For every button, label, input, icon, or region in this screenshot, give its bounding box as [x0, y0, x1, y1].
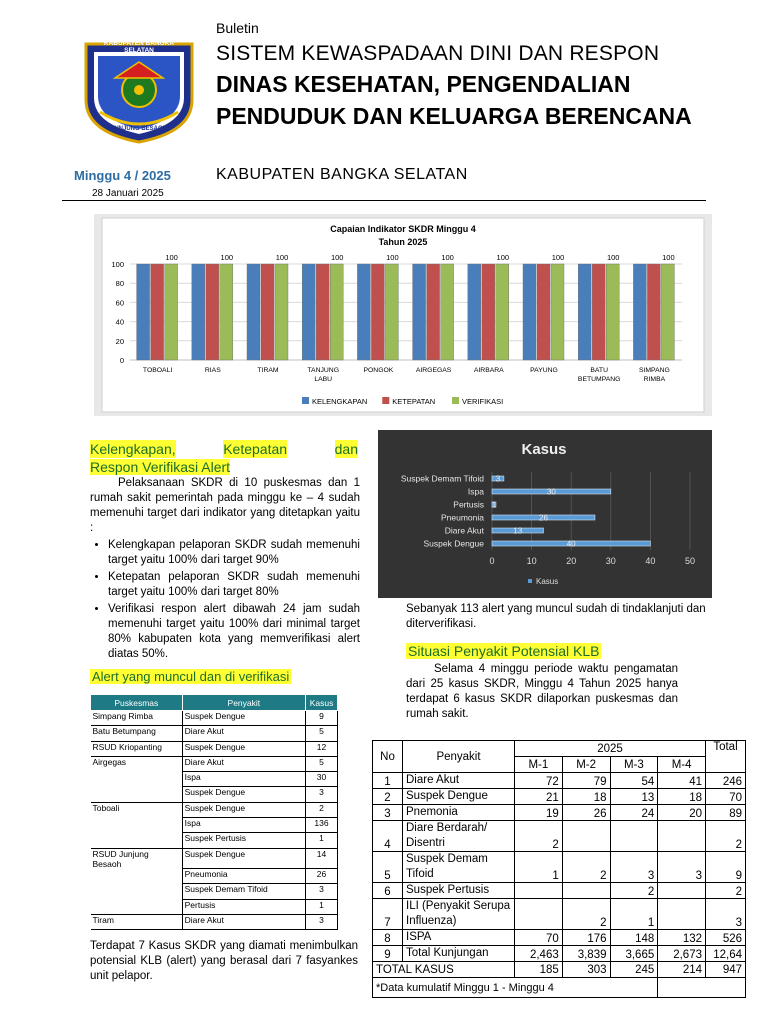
klb-penyakit: Suspek Dengue — [403, 789, 515, 805]
chart1-legend-label: VERIFIKASI — [462, 397, 504, 406]
chart1-data-label: 100 — [441, 253, 454, 262]
alert-kasus: 26 — [306, 869, 338, 884]
klb-total: 70 — [706, 789, 746, 805]
alert-kasus: 12 — [306, 741, 338, 756]
alert-row — [91, 818, 338, 833]
klb-week-value: 3 — [610, 852, 658, 883]
bullet-verifikasi: • Verifikasi respon alert dibawah 24 jam sudah memenuhi target yaitu 100% dari minimal target 80% kabupaten kota yang memverifikasi alert diatas 50%. — [108, 602, 360, 662]
chart2-legend-label: Kasus — [536, 577, 559, 586]
chart2-xtick: 50 — [684, 556, 696, 566]
chart2-legend-swatch — [528, 579, 532, 583]
alert-kasus: 2 — [306, 802, 338, 817]
chart1-ytick: 100 — [111, 260, 124, 269]
klb-no: 9 — [373, 946, 403, 962]
chart1-ytick: 40 — [115, 317, 124, 327]
alert-row — [91, 899, 338, 914]
klb-paragraph: Selama 4 minggu periode waktu pengamatan dari 25 kasus SKDR, Minggu 4 Tahun 2025 hanya terdapat 6 kasus SKDR dilaporkan puskesmas dan rumah sakit. — [406, 663, 678, 720]
chart1-data-label: 100 — [662, 253, 675, 262]
section-kelengkapan-body — [90, 476, 360, 664]
alert-kasus: 30 — [306, 772, 338, 787]
chart2-xtick: 30 — [605, 556, 616, 566]
chart1-legend-swatch — [302, 397, 309, 404]
klb-total: 9 — [706, 852, 746, 883]
klb-week-value: 3,839 — [562, 946, 610, 962]
klb-note: *Data kumulatif Minggu 1 - Minggu 4 — [373, 978, 658, 998]
buletin-label: Buletin — [216, 20, 259, 36]
klb-week-value — [658, 899, 706, 930]
chart1-bar-verifikasi — [275, 264, 288, 360]
chart1-data-label: 100 — [330, 253, 344, 262]
logo-motto: JUNJUNG BESAOH — [110, 126, 167, 132]
chart1-title-line2: Tahun 2025 — [378, 237, 428, 247]
alert-penyakit: Pertusis — [182, 899, 305, 914]
alert-summary-text: Terdapat 7 Kasus SKDR yang diamati menimbulkan potensial KLB (alert) yang berasal dari 7 fasyankes unit pelapor. — [90, 940, 358, 982]
chart1-bar-kelengkapan — [523, 264, 536, 360]
alert-puskesmas — [91, 899, 183, 914]
klb-no: 4 — [373, 821, 403, 852]
chart2-xtick: 0 — [489, 556, 495, 566]
chart1-bar-kelengkapan — [633, 264, 646, 360]
alert-row — [91, 787, 338, 802]
klb-penyakit: Total Kunjungan — [403, 946, 515, 962]
verification-text: Sebanyak 113 alert yang muncul sudah di tindaklanjuti dan diterverifikasi. — [406, 603, 706, 630]
klb-week-value: 132 — [658, 930, 706, 946]
chart1-bar-ketepatan — [482, 264, 495, 360]
klb-no: 5 — [373, 852, 403, 883]
section-klb-title: Situasi Penyakit Potensial KLB — [408, 643, 600, 659]
chart1-ytick: 60 — [115, 298, 124, 308]
klb-week-value: 2,463 — [515, 946, 563, 962]
chart1-bar-ketepatan — [647, 264, 660, 360]
chart1-category-label: AIRBARA — [473, 367, 504, 374]
klb-penyakit: Diare Akut — [403, 773, 515, 789]
alert-puskesmas — [91, 884, 183, 899]
klb-week-value: 20 — [658, 805, 706, 821]
chart2-value-label: 40 — [566, 539, 576, 549]
chart1-bar-verifikasi — [165, 264, 178, 360]
chart1-category-label: SIMPANG — [638, 367, 670, 374]
alert-penyakit: Suspek Pertusis — [182, 833, 305, 848]
col-total: Total — [706, 741, 746, 773]
klb-week-value: 2 — [562, 899, 610, 930]
alert-row — [91, 711, 338, 726]
chart1-legend-label: KETEPATAN — [392, 397, 436, 406]
chart1-bar-kelengkapan — [137, 264, 150, 360]
chart2-xtick: 20 — [566, 556, 577, 566]
alert-penyakit: Diare Akut — [182, 756, 305, 771]
week-label: Minggu 4 / 2025 — [74, 168, 171, 183]
klb-week-value: 1 — [515, 852, 563, 883]
chart2-value-label: 26 — [539, 513, 548, 523]
klb-row — [373, 773, 746, 789]
title-word-2: Ketepatan — [223, 441, 288, 457]
chart2-category-label: Pertusis — [453, 499, 484, 510]
section-alert-title: Alert yang muncul dan di verifikasi — [92, 669, 290, 684]
chart1-bar-ketepatan — [206, 264, 219, 360]
klb-total-week: 214 — [658, 962, 706, 978]
chart1-bar-kelengkapan — [413, 264, 426, 360]
klb-penyakit: ISPA — [403, 930, 515, 946]
klb-total-week: 303 — [562, 962, 610, 978]
alert-row — [91, 756, 338, 771]
alert-puskesmas — [91, 787, 183, 802]
alert-row — [91, 802, 338, 817]
alert-penyakit: Suspek Demam Tifoid — [182, 884, 305, 899]
klb-week-value: 2 — [562, 852, 610, 883]
chart1-category-label: PAYUNG — [530, 367, 558, 374]
klb-week-value: 2 — [515, 821, 563, 852]
col-m1: M-1 — [515, 757, 563, 773]
klb-total-row — [373, 962, 746, 978]
chart1-data-label: 100 — [606, 253, 620, 262]
alert-kasus: 3 — [306, 915, 338, 930]
chart2-title: Kasus — [521, 441, 567, 458]
chart2-category-label: Suspek Dengue — [423, 538, 484, 549]
alert-penyakit: Suspek Dengue — [182, 848, 305, 869]
header-title-line2: DINAS KESEHATAN, PENGENDALIAN PENDUDUK DAN KELUARGA BERENCANA — [216, 71, 692, 129]
klb-penyakit: Suspek Pertusis — [403, 883, 515, 899]
col-penyakit-klb: Penyakit — [403, 741, 515, 773]
alert-kasus: 1 — [306, 899, 338, 914]
header-divider — [62, 200, 706, 201]
klb-penyakit: Pnemonia — [403, 805, 515, 821]
chart2-value-label: 30 — [546, 487, 556, 497]
chart1-bar-kelengkapan — [247, 264, 260, 360]
klb-week-value: 26 — [562, 805, 610, 821]
klb-total: 2 — [706, 883, 746, 899]
chart1-title-line1: Capaian Indikator SKDR Minggu 4 — [330, 224, 476, 234]
chart1-ytick: 0 — [119, 356, 124, 365]
bullet-kelengkapan: • Kelengkapan pelaporan SKDR sudah memenuhi target yaitu 100% dari target 90% — [108, 538, 360, 568]
klb-week-value: 2,673 — [658, 946, 706, 962]
chart1-bar-kelengkapan — [357, 264, 370, 360]
chart2-category-label: Suspek Demam Tifoid — [400, 473, 484, 484]
klb-row — [373, 930, 746, 946]
klb-total: 89 — [706, 805, 746, 821]
klb-row — [373, 805, 746, 821]
alert-table-header — [91, 695, 338, 711]
chart1-data-label: 100 — [496, 253, 510, 262]
alert-penyakit: Ispa — [182, 818, 305, 833]
chart1-data-label: 100 — [551, 253, 565, 262]
chart1-category-label: AIRGEGAS — [415, 367, 452, 374]
klb-total-week: 185 — [515, 962, 563, 978]
klb-week-value: 19 — [515, 805, 563, 821]
chart1-bar-ketepatan — [427, 264, 440, 360]
klb-no: 7 — [373, 899, 403, 930]
chart2-xtick: 40 — [645, 556, 656, 566]
chart1-category-label: TANJUNG — [307, 367, 339, 374]
col-m2: M-2 — [562, 757, 610, 773]
chart1-data-label: 100 — [275, 253, 289, 262]
alert-row — [91, 772, 338, 787]
alert-penyakit: Suspek Dengue — [182, 711, 305, 726]
klb-week-value: 13 — [610, 789, 658, 805]
chart1-bar-kelengkapan — [302, 264, 315, 360]
logo-top-text: KABUPATEN BANGKA SELATAN — [103, 40, 175, 54]
chart1-category-label: RIMBA — [643, 376, 666, 383]
col-year: 2025 — [515, 741, 706, 757]
chart2-value-label: 13 — [513, 526, 523, 536]
alert-penyakit: Diare Akut — [182, 915, 305, 930]
col-puskesmas: Puskesmas — [91, 695, 183, 711]
alert-kasus: 3 — [306, 787, 338, 802]
alert-kasus: 14 — [306, 848, 338, 869]
klb-no: 6 — [373, 883, 403, 899]
alert-kasus: 9 — [306, 711, 338, 726]
chart2-value-label: 1 — [491, 500, 497, 510]
chart1-bar-verifikasi — [661, 264, 674, 360]
chart2-category-label: Diare Akut — [444, 525, 484, 536]
klb-week-value: 41 — [658, 773, 706, 789]
alert-penyakit: Ispa — [182, 772, 305, 787]
chart1-legend-swatch — [382, 397, 389, 404]
chart1-bar-ketepatan — [316, 264, 329, 360]
chart1-bar-verifikasi — [385, 264, 398, 360]
chart1-category-label: BATU — [590, 367, 609, 374]
skdr-indicator-chart-svg — [94, 214, 712, 416]
alert-puskesmas — [91, 869, 183, 884]
kasus-chart-svg — [378, 430, 712, 598]
chart1-data-label: 100 — [220, 253, 234, 262]
alert-kasus: 5 — [306, 726, 338, 741]
chart1-bar-verifikasi — [551, 264, 564, 360]
header-title-line1: SISTEM KEWASPADAAN DINI DAN RESPON — [216, 42, 660, 65]
alert-puskesmas — [91, 833, 183, 848]
klb-row — [373, 821, 746, 852]
alert-row — [91, 726, 338, 741]
chart1-category-label: LABU — [314, 376, 333, 383]
col-m3: M-3 — [610, 757, 658, 773]
alert-row — [91, 915, 338, 930]
alert-puskesmas: RSUD Junjung Besaoh — [92, 848, 149, 869]
alert-puskesmas — [91, 772, 183, 787]
klb-week-value: 2 — [610, 883, 658, 899]
klb-week-value: 148 — [610, 930, 658, 946]
klb-penyakit: ILI (Penyakit Serupa Influenza) — [403, 899, 515, 930]
alert-kasus: 3 — [306, 884, 338, 899]
klb-week-value: 18 — [658, 789, 706, 805]
klb-week-value: 3,665 — [610, 946, 658, 962]
alert-puskesmas — [91, 818, 183, 833]
klb-penyakit: Suspek Demam Tifoid — [403, 852, 515, 883]
alert-penyakit: Suspek Dengue — [182, 787, 305, 802]
klb-row — [373, 789, 746, 805]
alert-table — [90, 694, 338, 930]
alert-row — [91, 869, 338, 884]
col-kasus: Kasus — [306, 695, 338, 711]
chart2-xtick: 10 — [526, 556, 537, 566]
chart1-bar-ketepatan — [592, 264, 605, 360]
klb-week-value: 54 — [610, 773, 658, 789]
klb-week-value: 24 — [610, 805, 658, 821]
chart2-value-label: 3 — [495, 474, 501, 484]
chart1-category-label: PONGOK — [363, 367, 394, 374]
klb-week-value — [610, 821, 658, 852]
chart1-category-label: RIAS — [204, 367, 221, 374]
alert-penyakit: Diare Akut — [182, 726, 305, 741]
chart1-bar-ketepatan — [371, 264, 384, 360]
kelengkapan-bullets — [108, 538, 360, 662]
klb-penyakit: Diare Berdarah/ Disentri — [403, 821, 515, 852]
alert-penyakit: Suspek Dengue — [182, 802, 305, 817]
chart1-data-label: 100 — [165, 253, 178, 262]
chart1-ytick: 80 — [115, 279, 124, 289]
alert-row — [91, 884, 338, 899]
chart1-bar-verifikasi — [606, 264, 619, 360]
klb-grand-total: 947 — [706, 962, 746, 978]
chart1-bar-verifikasi — [496, 264, 509, 360]
kasus-chart — [378, 430, 712, 598]
kabupaten-label: KABUPATEN BANGKA SELATAN — [216, 166, 468, 183]
chart1-data-label: 100 — [386, 253, 399, 262]
klb-week-value: 72 — [515, 773, 563, 789]
chart1-legend-label: KELENGKAPAN — [312, 397, 368, 406]
klb-week-value: 1 — [610, 899, 658, 930]
klb-row — [373, 852, 746, 883]
klb-week-value: 21 — [515, 789, 563, 805]
title-word-1: Kelengkapan, — [90, 441, 176, 457]
klb-week-value: 3 — [658, 852, 706, 883]
col-no: No — [373, 741, 403, 773]
alert-puskesmas: Simpang Rimba — [91, 711, 183, 726]
chart1-bar-ketepatan — [537, 264, 550, 360]
date-label: 28 Januari 2025 — [92, 188, 164, 199]
klb-week-value — [562, 821, 610, 852]
chart2-category-label: Ispa — [467, 486, 484, 497]
klb-total-label: TOTAL KASUS — [373, 962, 515, 978]
klb-week-value — [658, 821, 706, 852]
skdr-indicator-chart — [94, 214, 712, 416]
chart1-bar-kelengkapan — [192, 264, 205, 360]
alert-kasus: 1 — [306, 833, 338, 848]
alert-puskesmas: RSUD Kriopanting — [91, 741, 183, 756]
alert-row — [91, 833, 338, 848]
klb-row — [373, 883, 746, 899]
klb-total: 526 — [706, 930, 746, 946]
klb-table — [372, 740, 746, 998]
klb-week-value — [562, 883, 610, 899]
klb-week-value — [515, 899, 563, 930]
klb-week-value: 70 — [515, 930, 563, 946]
col-m4: M-4 — [658, 757, 706, 773]
klb-row — [373, 899, 746, 930]
chart1-bar-verifikasi — [220, 264, 233, 360]
klb-week-value — [658, 883, 706, 899]
chart1-bar-kelengkapan — [578, 264, 591, 360]
klb-week-value: 176 — [562, 930, 610, 946]
klb-row — [373, 946, 746, 962]
title-word-4: Respon Verifikasi Alert — [90, 459, 231, 475]
alert-penyakit: Suspek Dengue — [182, 741, 305, 756]
klb-note-blank — [658, 978, 746, 998]
klb-week-value: 79 — [562, 773, 610, 789]
alert-row — [91, 848, 338, 869]
alert-kasus: 5 — [306, 756, 338, 771]
chart1-bar-verifikasi — [441, 264, 454, 360]
alert-puskesmas: Airgegas — [92, 756, 127, 767]
chart1-bar-ketepatan — [151, 264, 164, 360]
alert-penyakit: Pneumonia — [182, 869, 305, 884]
klb-total: 246 — [706, 773, 746, 789]
chart1-bar-verifikasi — [330, 264, 343, 360]
klb-total-week: 245 — [610, 962, 658, 978]
klb-no: 1 — [373, 773, 403, 789]
title-word-3: dan — [334, 441, 358, 457]
klb-week-value: 18 — [562, 789, 610, 805]
chart1-bar-ketepatan — [261, 264, 274, 360]
klb-total: 2 — [706, 821, 746, 852]
chart1-ytick: 20 — [115, 336, 124, 346]
klb-total: 3 — [706, 899, 746, 930]
col-penyakit: Penyakit — [182, 695, 305, 711]
section-kelengkapan-title — [90, 440, 358, 476]
chart1-category-label: BETUMPANG — [577, 376, 621, 383]
alert-kasus: 136 — [306, 818, 338, 833]
chart1-legend-swatch — [452, 397, 459, 404]
alert-puskesmas: Batu Betumpang — [91, 726, 183, 741]
chart2-category-label: Pneumonia — [440, 512, 484, 523]
kelengkapan-intro: Pelaksanaan SKDR di 10 puskesmas dan 1 rumah sakit pemerintah pada minggu ke – 4 sudah memenuhi target dari indikator yang ditetapkan yaitu : — [90, 477, 360, 534]
chart1-category-label: TIRAM — [257, 367, 279, 374]
klb-total: 12,64 — [706, 946, 746, 962]
klb-no: 8 — [373, 930, 403, 946]
klb-week-value — [515, 883, 563, 899]
klb-no: 2 — [373, 789, 403, 805]
alert-row — [91, 741, 338, 756]
alert-puskesmas: Tiram — [91, 915, 183, 930]
alert-puskesmas: Toboali — [92, 802, 120, 813]
chart1-bar-kelengkapan — [468, 264, 481, 360]
klb-no: 3 — [373, 805, 403, 821]
chart1-category-label: TOBOALI — [142, 367, 173, 374]
bullet-ketepatan: • Ketepatan pelaporan SKDR sudah memenuhi target yaitu 100% dari target 80% — [108, 570, 360, 600]
